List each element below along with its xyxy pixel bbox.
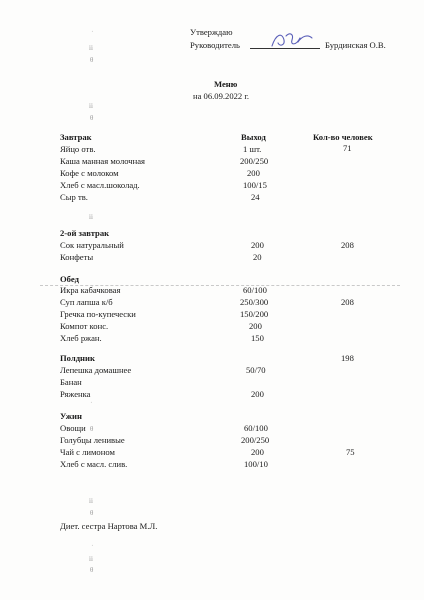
scan-mark: θ	[90, 114, 94, 122]
menu-item-portion: 1 шт.	[243, 144, 262, 154]
scan-mark: θ	[90, 56, 94, 64]
column-header-people: Кол-во человек	[313, 132, 373, 142]
signature-scribble	[268, 30, 316, 52]
people-count: 71	[343, 143, 352, 153]
menu-item-name: Кофе с молоком	[60, 168, 119, 178]
menu-item-portion: 60/100	[243, 285, 267, 295]
scan-mark: ii	[89, 44, 93, 52]
scan-mark: θ	[90, 566, 94, 574]
scan-mark: ii	[89, 102, 93, 110]
menu-date: на 06.09.2022 г.	[193, 91, 250, 101]
scan-mark: θ	[90, 425, 94, 433]
menu-item-name: Конфеты	[60, 252, 94, 262]
menu-item-portion: 50/70	[246, 365, 266, 375]
section-title-second-breakfast: 2-ой завтрак	[60, 228, 110, 238]
people-count: 75	[346, 447, 355, 457]
menu-item-name: Голубцы ленивые	[60, 435, 125, 445]
menu-item-name: Гречка по-купечески	[60, 309, 136, 319]
scan-mark: ˈ	[91, 544, 94, 552]
menu-item-name: Хлеб с масл. слив.	[60, 459, 128, 469]
dietitian-signature: Диет. сестра Нартова М.Л.	[60, 521, 158, 531]
approve-label: Утверждаю	[190, 27, 233, 37]
column-header-portion: Выход	[241, 132, 266, 142]
scan-mark: ˈ	[90, 401, 93, 409]
menu-item-portion: 200	[251, 240, 264, 250]
menu-item-name: Хлеб ржан.	[60, 333, 102, 343]
menu-item-name: Яйцо отв.	[60, 144, 96, 154]
menu-item-name: Компот конс.	[60, 321, 109, 331]
scan-mark: θ	[90, 509, 94, 517]
menu-item-portion: 200/250	[240, 156, 269, 166]
people-count: 208	[341, 240, 354, 250]
menu-item-portion: 150	[251, 333, 264, 343]
menu-item-portion: 150/200	[240, 309, 269, 319]
section-title-afternoon-snack: Полдник	[60, 353, 95, 363]
section-title-breakfast: Завтрак	[60, 132, 92, 142]
page-title: Меню	[214, 79, 238, 89]
approver-role: Руководитель	[190, 40, 240, 50]
menu-item-portion: 200	[251, 389, 264, 399]
scan-mark: ii	[89, 555, 93, 563]
menu-item-name: Чай с лимоном	[60, 447, 115, 457]
menu-item-portion: 60/100	[244, 423, 268, 433]
menu-item-portion: 20	[253, 252, 262, 262]
section-title-dinner: Ужин	[60, 411, 82, 421]
menu-item-portion: 100/10	[244, 459, 268, 469]
menu-item-name: Сок натуральный	[60, 240, 124, 250]
menu-item-name: Банан	[60, 377, 82, 387]
menu-item-name: Икра кабачковая	[60, 285, 121, 295]
menu-item-name: Суп лапша к/б	[60, 297, 113, 307]
menu-item-name: Каша манная молочная	[60, 156, 145, 166]
menu-item-portion: 200	[247, 168, 260, 178]
menu-item-name: Хлеб с масл.шоколад.	[60, 180, 140, 190]
section-title-lunch: Обед	[60, 274, 79, 284]
people-count: 208	[341, 297, 354, 307]
menu-item-name: Ряженка	[60, 389, 91, 399]
menu-item-portion: 200	[249, 321, 262, 331]
menu-item-portion: 200/250	[241, 435, 270, 445]
menu-item-name: Лепешка домашнее	[60, 365, 132, 375]
menu-item-name: Сыр тв.	[60, 192, 88, 202]
menu-item-portion: 100/15	[243, 180, 267, 190]
approver-name: Бурдинская О.В.	[325, 40, 386, 50]
menu-item-portion: 250/300	[240, 297, 269, 307]
menu-item-portion: 200	[251, 447, 264, 457]
scan-mark: ˈ	[91, 30, 94, 38]
scan-mark: ii	[89, 213, 93, 221]
menu-item-name: Овощи	[60, 423, 86, 433]
menu-item-portion: 24	[251, 192, 260, 202]
people-count: 198	[341, 353, 354, 363]
scan-mark: ii	[89, 497, 93, 505]
